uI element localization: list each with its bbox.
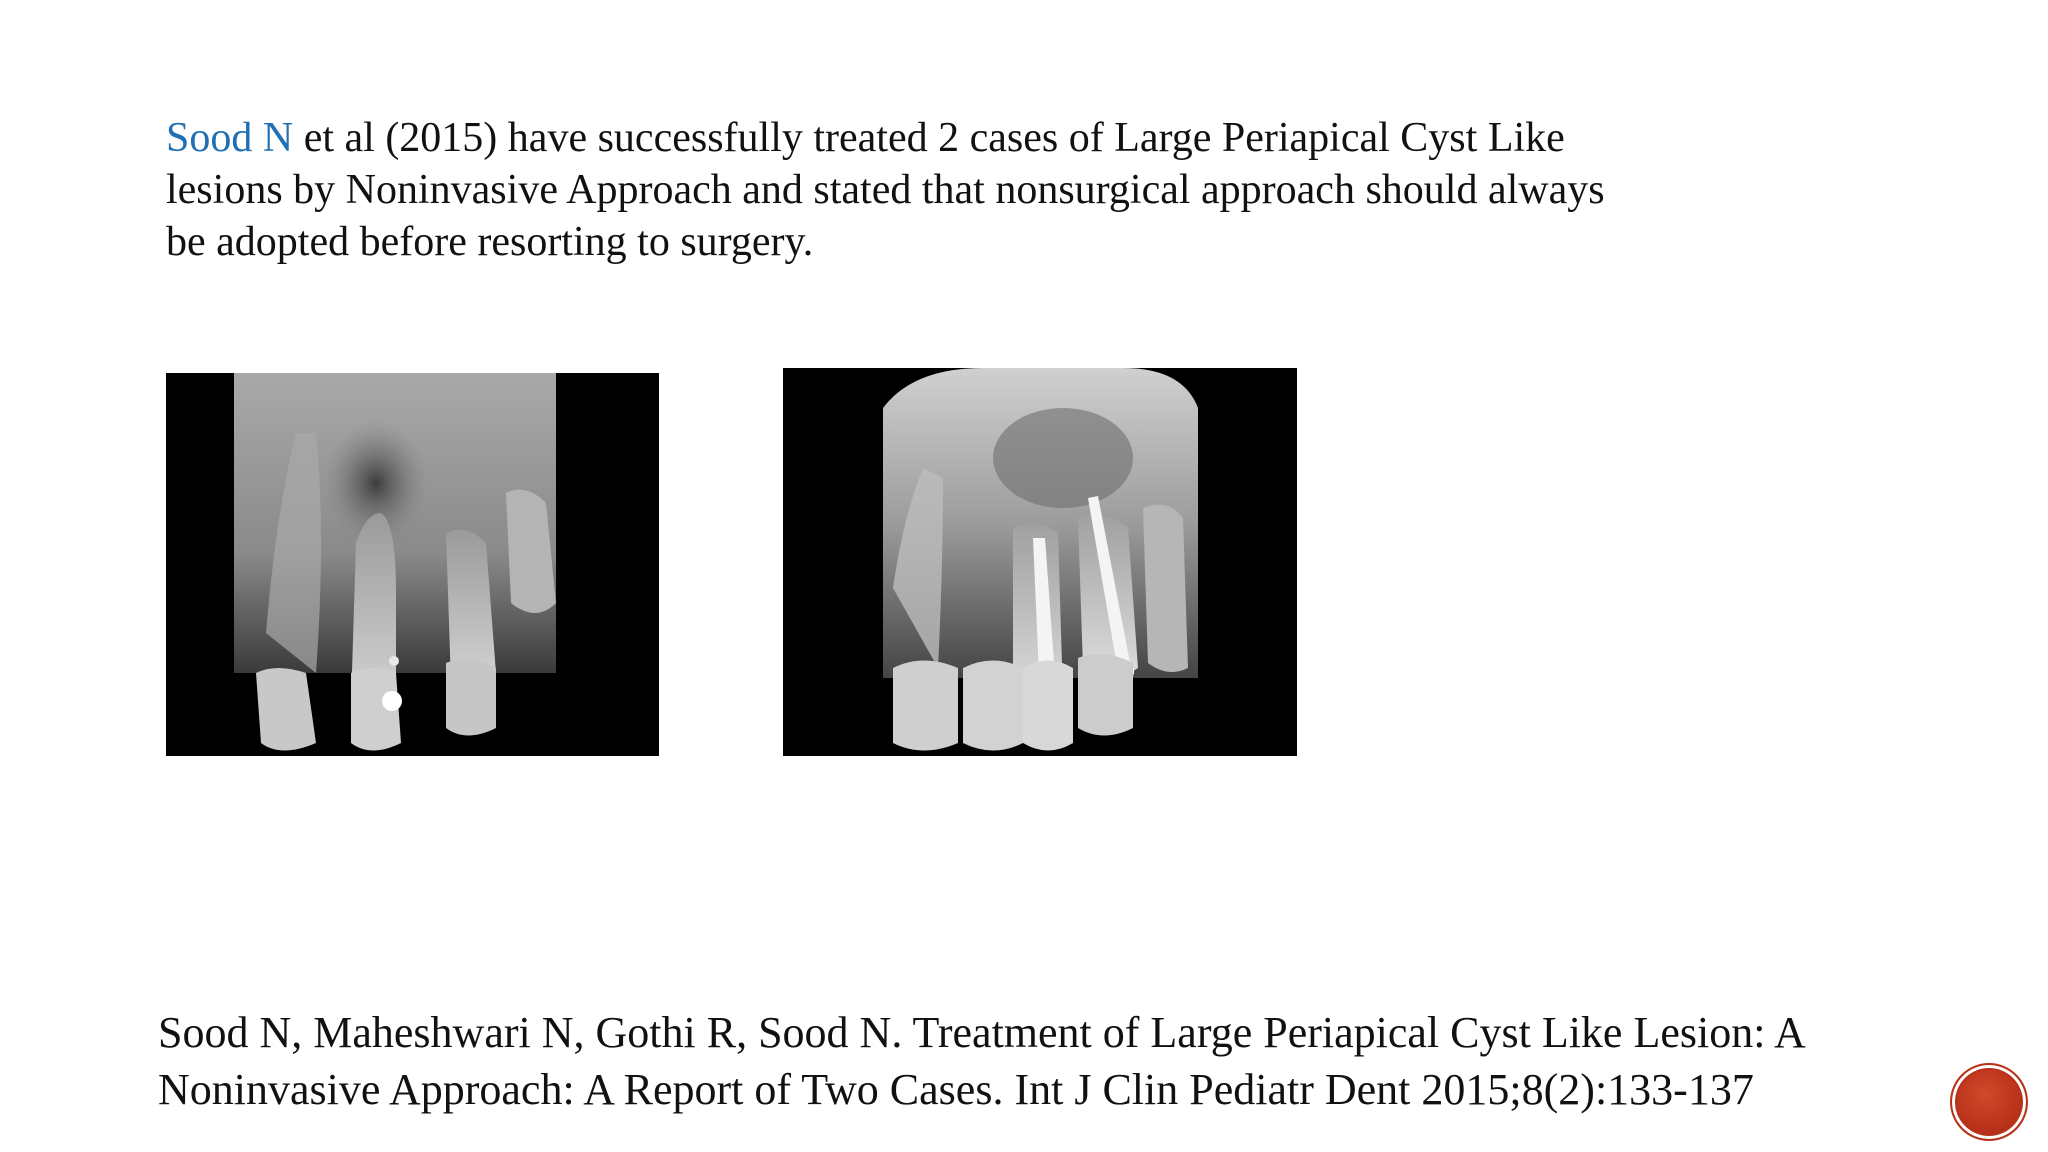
xray-preoperative-image [166,373,659,756]
intro-paragraph [166,112,1866,268]
intro-line-1 [166,112,1866,164]
intro-line-3: be adopted before resorting to surgery. [166,219,814,265]
xray-postoperative-image [783,368,1297,756]
author-link[interactable]: Sood N [166,115,294,161]
reference-line-2: Noninvasive Approach: A Report of Two Cases. Int J Clin Pediatr Dent 2015;8(2):133-137 [158,1065,1754,1114]
intro-line-1-text: et al (2015) have successfully treated 2 cases of Large Periapical Cyst Like [293,115,1565,161]
reference-line-1: Sood N, Maheshwari N, Gothi R, Sood N. Treatment of Large Periapical Cyst Like Lesion: A [158,1008,1806,1057]
reference-citation [158,1004,1958,1118]
slide-nav-button[interactable] [1950,1063,2028,1141]
intro-line-2: lesions by Noninvasive Approach and stated that nonsurgical approach should always [166,167,1605,213]
